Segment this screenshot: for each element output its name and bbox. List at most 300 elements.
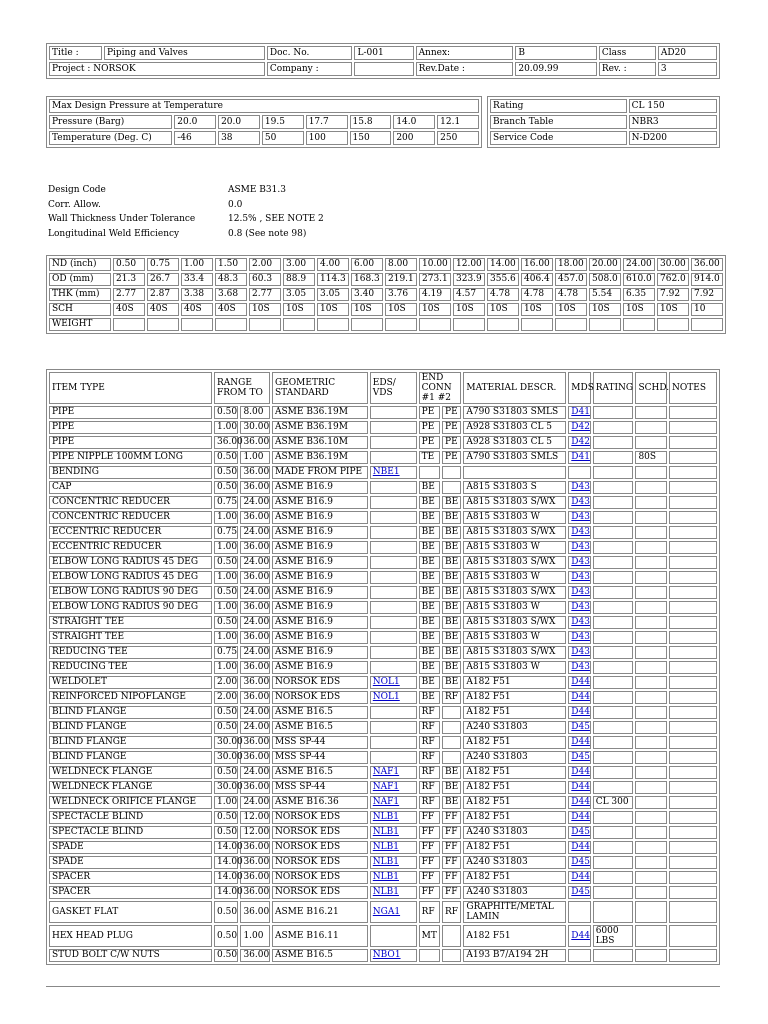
eds-cell: [370, 925, 417, 947]
rating: [593, 406, 634, 419]
nd-cell: [317, 318, 349, 331]
end-conn-1: BE: [419, 616, 440, 629]
item-row: [49, 541, 717, 554]
mds-cell: [568, 826, 590, 839]
pressure-label: Pressure (Barg): [49, 115, 172, 129]
nd-cell: 20.00: [589, 258, 621, 271]
mds-link[interactable]: D45: [571, 722, 590, 732]
range-to: 12.00: [240, 811, 270, 824]
mds-link[interactable]: D45: [571, 857, 590, 867]
range-to: 24.00: [240, 586, 270, 599]
range-to: 36.00: [240, 661, 270, 674]
nd-cell: 10.00: [419, 258, 451, 271]
eds-cell: [370, 436, 417, 449]
nd-cell: 10S: [351, 303, 383, 316]
end-conn-2: FF: [442, 841, 461, 854]
end-conn-2: BE: [442, 601, 461, 614]
item-row: [49, 631, 717, 644]
end-conn-2: PE: [442, 421, 461, 434]
company-value: [354, 62, 413, 76]
mds-cell: [568, 751, 590, 764]
end-conn-1: FF: [419, 841, 440, 854]
end-conn-1: [419, 949, 440, 962]
nd-cell: 3.76: [385, 288, 417, 301]
rev-value: 3: [658, 62, 717, 76]
item-type: ELBOW LONG RADIUS 90 DEG: [49, 586, 212, 599]
geometric-standard: NORSOK EDS: [272, 871, 368, 884]
eds-cell: [370, 706, 417, 719]
item-row: [49, 481, 717, 494]
end-conn-1: RF: [419, 796, 440, 809]
material-descr: A182 F51: [463, 736, 566, 749]
class-value: AD20: [658, 46, 717, 60]
eds-link[interactable]: NGA1: [372, 907, 401, 917]
nd-cell: [385, 318, 417, 331]
mds-link[interactable]: D45: [571, 887, 590, 897]
rating-table: [487, 96, 720, 148]
mds-cell: [568, 541, 590, 554]
nd-cell: 88.9: [283, 273, 315, 286]
nd-cell: 14.00: [487, 258, 519, 271]
item-row: [49, 691, 717, 704]
geometric-standard: ASME B16.9: [272, 571, 368, 584]
range-to: 24.00: [240, 616, 270, 629]
geometric-standard: NORSOK EDS: [272, 856, 368, 869]
notes: [669, 421, 717, 434]
range-to: 24.00: [240, 646, 270, 659]
schd: [635, 631, 667, 644]
rating: [593, 826, 634, 839]
range-to: 36.00: [240, 436, 270, 449]
range-to: 36.00: [240, 736, 270, 749]
item-type: ECCENTRIC REDUCER: [49, 541, 212, 554]
mds-link[interactable]: D43: [571, 497, 590, 507]
nd-cell: [419, 318, 451, 331]
rating: [593, 886, 634, 899]
end-conn-1: RF: [419, 751, 440, 764]
mds-link[interactable]: D42: [571, 422, 590, 432]
notes: [669, 826, 717, 839]
range-to: 36.00: [240, 901, 270, 923]
eds-cell: [370, 949, 417, 962]
mds-cell: [568, 511, 590, 524]
eds-cell: [370, 586, 417, 599]
nd-row-nd: [49, 258, 723, 271]
schd: [635, 436, 667, 449]
geometric-standard: MSS SP-44: [272, 781, 368, 794]
schd: [635, 826, 667, 839]
end-conn-1: MT: [419, 925, 440, 947]
mds-link[interactable]: D41: [571, 452, 590, 462]
material-descr: A182 F51: [463, 841, 566, 854]
item-type: HEX HEAD PLUG: [49, 925, 212, 947]
nd-row-label: WEIGHT: [49, 318, 111, 331]
material-descr: A815 S31803 S/WX: [463, 586, 566, 599]
temperature-value: 38: [218, 131, 260, 145]
nd-cell: 10S: [283, 303, 315, 316]
mds-link[interactable]: D44: [571, 737, 590, 747]
end-conn-1: FF: [419, 826, 440, 839]
end-conn-1: BE: [419, 601, 440, 614]
item-type: REDUCING TEE: [49, 646, 212, 659]
eds-cell: [370, 661, 417, 674]
pressure-value: 19.5: [262, 115, 304, 129]
mds-link[interactable]: D44: [571, 872, 590, 882]
end-conn-2: FF: [442, 856, 461, 869]
nd-cell: [691, 318, 723, 331]
geometric-standard: ASME B16.9: [272, 616, 368, 629]
eds-link[interactable]: NLB1: [372, 812, 399, 822]
end-conn-2: BE: [442, 556, 461, 569]
item-row: [49, 511, 717, 524]
eds-link[interactable]: NOL1: [372, 677, 400, 687]
mds-link[interactable]: D41: [571, 407, 590, 417]
item-row: [49, 676, 717, 689]
nd-cell: [623, 318, 655, 331]
nd-cell: 40S: [147, 303, 179, 316]
schd: [635, 646, 667, 659]
range-to: 36.00: [240, 571, 270, 584]
nd-cell: 10S: [317, 303, 349, 316]
eds-link[interactable]: NLB1: [372, 842, 399, 852]
design-code-label: Design Code: [48, 185, 106, 195]
nd-cell: [215, 318, 247, 331]
nd-cell: [147, 318, 179, 331]
mds-link[interactable]: D43: [571, 617, 590, 627]
nd-cell: 24.00: [623, 258, 655, 271]
schd: [635, 901, 667, 923]
schd: [635, 676, 667, 689]
range-from: 0.75: [214, 496, 238, 509]
nd-cell: 610.0: [623, 273, 655, 286]
schd: [635, 406, 667, 419]
rating-label: Rating: [490, 99, 627, 113]
end-conn-1: FF: [419, 811, 440, 824]
eds-cell: [370, 421, 417, 434]
company-label: Company :: [267, 62, 353, 76]
mds-cell: [568, 811, 590, 824]
item-row: [49, 751, 717, 764]
eds-cell: [370, 751, 417, 764]
nd-cell: 4.78: [521, 288, 553, 301]
mds-link[interactable]: D44: [571, 931, 590, 941]
notes: [669, 406, 717, 419]
nd-cell: [453, 318, 485, 331]
end-conn-1: PE: [419, 406, 440, 419]
geometric-standard: ASME B16.9: [272, 526, 368, 539]
eds-link[interactable]: NLB1: [372, 887, 399, 897]
range-to: 24.00: [240, 556, 270, 569]
notes: [669, 811, 717, 824]
nd-cell: 40S: [113, 303, 145, 316]
rating: [593, 676, 634, 689]
end-conn-2: [442, 751, 461, 764]
item-type: CAP: [49, 481, 212, 494]
end-conn-2: [442, 721, 461, 734]
item-row: [49, 646, 717, 659]
mds-link[interactable]: D45: [571, 827, 590, 837]
mds-link[interactable]: D43: [571, 662, 590, 672]
material-descr: A240 S31803: [463, 721, 566, 734]
end-conn-1: BE: [419, 526, 440, 539]
rating: 6000 LBS: [593, 925, 634, 947]
service-code-label: Service Code: [490, 131, 627, 145]
schd: [635, 751, 667, 764]
schd: [635, 811, 667, 824]
eds-link[interactable]: NLB1: [372, 827, 399, 837]
pressure-table: [46, 96, 482, 148]
eds-link[interactable]: NBO1: [372, 950, 401, 960]
mds-link[interactable]: D44: [571, 677, 590, 687]
nd-cell: 36.00: [691, 258, 723, 271]
notes: [669, 586, 717, 599]
schd: [635, 466, 667, 479]
nd-cell: [249, 318, 281, 331]
notes: [669, 511, 717, 524]
pressure-value: 20.0: [218, 115, 260, 129]
notes: [669, 841, 717, 854]
temperature-value: -46: [174, 131, 216, 145]
temperature-value: 200: [393, 131, 435, 145]
material-descr: A815 S31803 W: [463, 601, 566, 614]
mds-link[interactable]: D44: [571, 812, 590, 822]
range-to: 36.00: [240, 466, 270, 479]
schd: [635, 721, 667, 734]
eds-link[interactable]: NOL1: [372, 692, 400, 702]
nd-cell: 4.78: [555, 288, 587, 301]
notes: [669, 556, 717, 569]
revdate-value: 20.09.99: [515, 62, 596, 76]
item-row: [49, 886, 717, 899]
item-type: SPECTACLE BLIND: [49, 811, 212, 824]
item-row: [49, 925, 717, 947]
rating: [593, 811, 634, 824]
mds-link[interactable]: D44: [571, 782, 590, 792]
material-descr: A182 F51: [463, 811, 566, 824]
mds-link[interactable]: D43: [571, 557, 590, 567]
nd-cell: [487, 318, 519, 331]
temperature-value: 50: [262, 131, 304, 145]
design-code-value: ASME B31.3: [228, 185, 286, 195]
mds-link[interactable]: D44: [571, 692, 590, 702]
notes: [669, 796, 717, 809]
material-descr: A182 F51: [463, 691, 566, 704]
range-from: 0.50: [214, 811, 238, 824]
end-conn-1: BE: [419, 646, 440, 659]
geometric-standard: ASME B36.19M: [272, 406, 368, 419]
geometric-standard: NORSOK EDS: [272, 886, 368, 899]
item-row: [49, 766, 717, 779]
end-conn-2: BE: [442, 631, 461, 644]
pressure-value: 14.0: [393, 115, 435, 129]
material-descr: A240 S31803: [463, 751, 566, 764]
schd: [635, 925, 667, 947]
schd: [635, 781, 667, 794]
mds-link[interactable]: D43: [571, 482, 590, 492]
geometric-standard: ASME B16.9: [272, 556, 368, 569]
nd-cell: 1.00: [181, 258, 213, 271]
end-conn-1: PE: [419, 436, 440, 449]
rating: [593, 571, 634, 584]
mds-link[interactable]: D43: [571, 527, 590, 537]
wall-thickness-label: Wall Thickness Under Tolerance: [48, 214, 196, 224]
item-type: STRAIGHT TEE: [49, 631, 212, 644]
notes: [669, 871, 717, 884]
end-conn-2: BE: [442, 661, 461, 674]
end-conn-2: BE: [442, 796, 461, 809]
docno-label: Doc. No.: [267, 46, 353, 60]
end-conn-2: BE: [442, 526, 461, 539]
material-descr: A182 F51: [463, 706, 566, 719]
end-conn-1: BE: [419, 661, 440, 674]
range-to: 24.00: [240, 721, 270, 734]
schd: [635, 571, 667, 584]
mds-cell: [568, 406, 590, 419]
notes: [669, 949, 717, 962]
material-descr: A815 S31803 W: [463, 541, 566, 554]
mds-link[interactable]: D45: [571, 752, 590, 762]
end-conn-2: [442, 925, 461, 947]
item-row: [49, 436, 717, 449]
bottom-divider: [46, 986, 720, 987]
notes: [669, 616, 717, 629]
mds-link[interactable]: D43: [571, 632, 590, 642]
nd-cell: 3.38: [181, 288, 213, 301]
notes: [669, 886, 717, 899]
eds-cell: [370, 811, 417, 824]
range-from: 30.00: [214, 751, 238, 764]
material-descr: A790 S31803 SMLS: [463, 406, 566, 419]
mds-link[interactable]: D44: [571, 707, 590, 717]
eds-link[interactable]: NAF1: [372, 782, 400, 792]
nd-cell: 21.3: [113, 273, 145, 286]
range-from: 0.50: [214, 766, 238, 779]
item-type: ELBOW LONG RADIUS 45 DEG: [49, 556, 212, 569]
range-from: 30.00: [214, 781, 238, 794]
material-descr: A815 S31803 S/WX: [463, 556, 566, 569]
mds-link[interactable]: D43: [571, 542, 590, 552]
material-descr: GRAPHITE/METAL LAMIN: [463, 901, 566, 923]
range-to: 36.00: [240, 886, 270, 899]
item-row: [49, 796, 717, 809]
schd: [635, 541, 667, 554]
eds-cell: [370, 451, 417, 464]
mds-cell: [568, 949, 590, 962]
item-type: REDUCING TEE: [49, 661, 212, 674]
item-type: ELBOW LONG RADIUS 45 DEG: [49, 571, 212, 584]
rating: [593, 466, 634, 479]
notes: [669, 496, 717, 509]
notes: [669, 676, 717, 689]
schd: [635, 556, 667, 569]
mds-cell: [568, 676, 590, 689]
notes: [669, 856, 717, 869]
eds-link[interactable]: NBE1: [372, 467, 400, 477]
item-type: BLIND FLANGE: [49, 751, 212, 764]
nd-cell: [113, 318, 145, 331]
end-conn-2: [442, 706, 461, 719]
end-conn-2: PE: [442, 436, 461, 449]
item-type: WELDOLET: [49, 676, 212, 689]
range-from: 0.50: [214, 826, 238, 839]
range-to: 36.00: [240, 511, 270, 524]
rating: [593, 541, 634, 554]
eds-link[interactable]: NLB1: [372, 872, 399, 882]
mds-link[interactable]: D43: [571, 647, 590, 657]
mds-link[interactable]: D43: [571, 587, 590, 597]
item-row: [49, 526, 717, 539]
mds-link[interactable]: D44: [571, 767, 590, 777]
nd-cell: 10S: [623, 303, 655, 316]
eds-cell: [370, 556, 417, 569]
eds-link[interactable]: NLB1: [372, 857, 399, 867]
mds-link[interactable]: D44: [571, 842, 590, 852]
range-from: 1.00: [214, 571, 238, 584]
mds-cell: [568, 721, 590, 734]
schd: [635, 706, 667, 719]
rev-label: Rev. :: [599, 62, 656, 76]
item-type: PIPE: [49, 406, 212, 419]
rating: [593, 526, 634, 539]
schd: [635, 766, 667, 779]
mds-cell: [568, 571, 590, 584]
notes: [669, 481, 717, 494]
material-descr: A240 S31803: [463, 826, 566, 839]
eds-link[interactable]: NAF1: [372, 797, 400, 807]
mds-link[interactable]: D43: [571, 512, 590, 522]
item-row: [49, 601, 717, 614]
eds-cell: [370, 676, 417, 689]
range-from: 14.00: [214, 841, 238, 854]
geometric-standard: ASME B16.9: [272, 631, 368, 644]
item-type: SPADE: [49, 856, 212, 869]
mds-link[interactable]: D44: [571, 797, 590, 807]
mds-link[interactable]: D43: [571, 602, 590, 612]
item-type: STRAIGHT TEE: [49, 616, 212, 629]
end-conn-2: PE: [442, 406, 461, 419]
mds-cell: [568, 925, 590, 947]
nd-cell: 10S: [453, 303, 485, 316]
item-row: [49, 616, 717, 629]
end-conn-2: BE: [442, 586, 461, 599]
mds-link[interactable]: D43: [571, 572, 590, 582]
end-conn-2: BE: [442, 676, 461, 689]
nd-table: [46, 255, 726, 334]
eds-cell: [370, 466, 417, 479]
eds-link[interactable]: NAF1: [372, 767, 400, 777]
nd-cell: 2.77: [249, 288, 281, 301]
item-row: [49, 721, 717, 734]
mds-cell: [568, 646, 590, 659]
nd-cell: 3.40: [351, 288, 383, 301]
end-conn-2: FF: [442, 826, 461, 839]
nd-cell: 8.00: [385, 258, 417, 271]
item-type: BENDING: [49, 466, 212, 479]
nd-cell: 3.00: [283, 258, 315, 271]
item-row: [49, 826, 717, 839]
mds-link[interactable]: D42: [571, 437, 590, 447]
eds-cell: [370, 781, 417, 794]
end-conn-1: BE: [419, 481, 440, 494]
mds-cell: [568, 856, 590, 869]
geometric-standard: ASME B16.9: [272, 586, 368, 599]
geometric-standard: NORSOK EDS: [272, 811, 368, 824]
rating-value: CL 150: [629, 99, 717, 113]
range-from: 0.50: [214, 586, 238, 599]
range-from: 36.00: [214, 436, 238, 449]
mds-cell: [568, 481, 590, 494]
range-to: 36.00: [240, 631, 270, 644]
